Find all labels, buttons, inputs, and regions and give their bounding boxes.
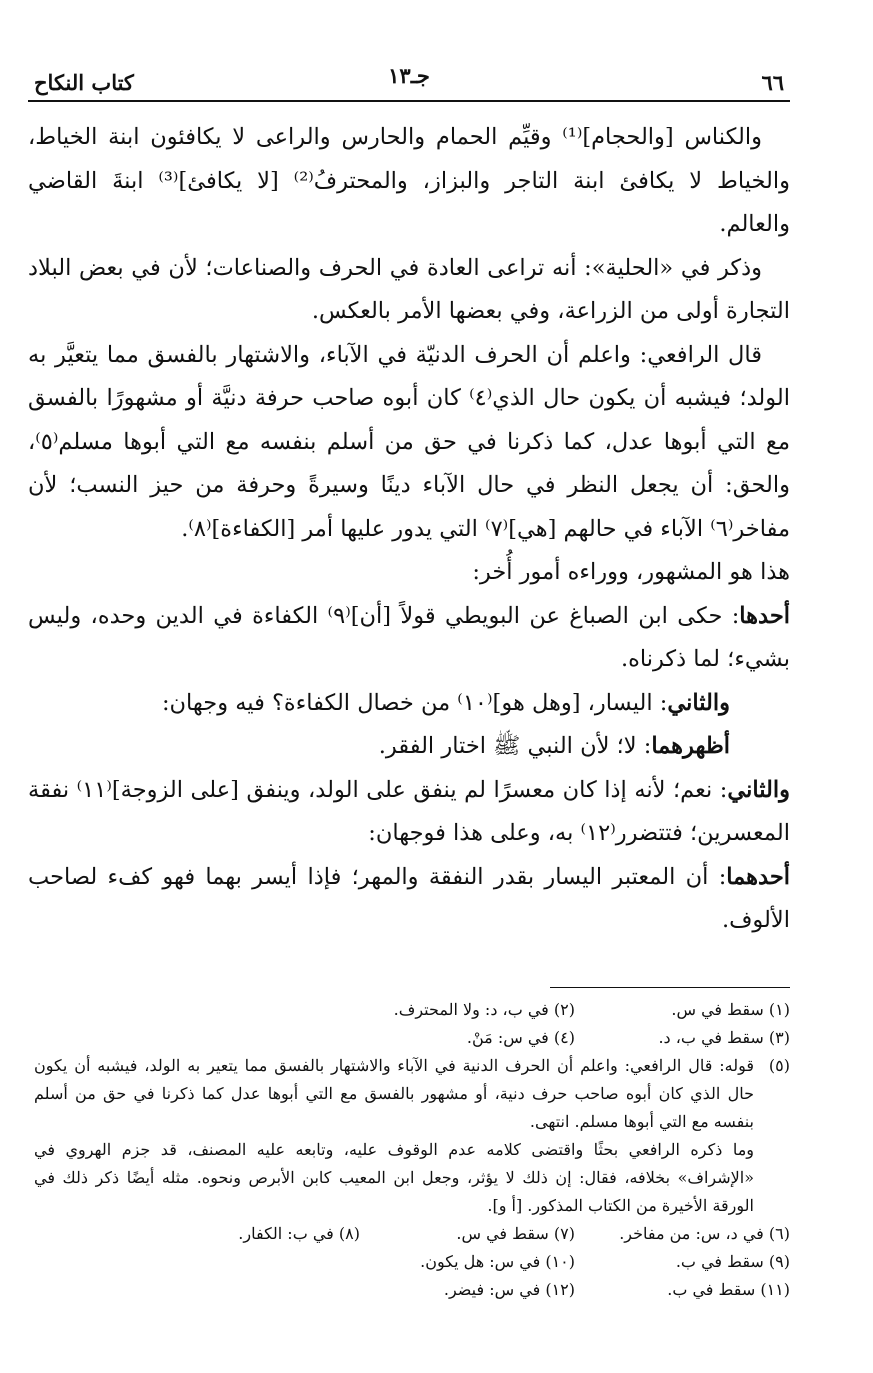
paragraph: والكناس [والحجام]⁽¹⁾ وقيِّم الحمام والحارس والراعى لا يكافئون ابنة الخياط، والخياط لا يكافئ ابنة التاجر والبزاز، والمحترفُ⁽²⁾ [لا يكافئ]⁽³⁾ ابنةَ القاضي والعالم. (28, 124, 790, 237)
page-header (28, 55, 790, 98)
footnote: (١٠) في س: هل يكون. (420, 1251, 575, 1271)
book-page (28, 55, 790, 1304)
header-divider (28, 100, 790, 102)
footnote-divider (550, 987, 790, 988)
footnote: (٢) في ب، د: ولا المحترف. (393, 999, 575, 1019)
footnote: (٧) سقط في س. (456, 1223, 575, 1243)
paragraph (28, 856, 790, 943)
main-text (28, 116, 790, 943)
footnote-text: قوله: قال الرافعي: واعلم أن الحرف الدنية في الآباء والاشتهار بالفسق مما يتعير به الولد، فيشبه أن يكون حال الذي كان أبوه صاحب حرف دنية، أو مشهور بالفسق مع التي أبوها عدل كما ذكرنا في حق من أسلم بنفسه مع التي أبوها مسلم. انتهى. (34, 1055, 754, 1131)
paragraph-text: : أن المعتبر اليسار بقدر النفقة والمهر؛ فإذا أيسر بهما فهو كفء لصاحب الألوف. (28, 863, 790, 933)
paragraph: هذا هو المشهور، ووراءه أمور أُخر: (472, 559, 790, 585)
volume-label: جـ١٣ (388, 63, 430, 88)
footnote-row (28, 1276, 790, 1304)
footnote: (٨) في ب: الكفار. (238, 1223, 360, 1243)
paragraph-text: : حكى ابن الصباغ عن البويطي قولاً [أن]⁽٩⁾ الكفاءة في الدين وحده، وليس بشيء؛ لما ذكرناه. (28, 602, 790, 672)
footnote: (٦) في د، س: من مفاخر. (619, 1223, 790, 1243)
footnote: (١٢) في س: فيضر. (443, 1279, 575, 1299)
footnote-row (28, 1024, 790, 1052)
footnote: (٤) في س: مَنْ. (466, 1027, 575, 1047)
paragraph-lead: والثاني (727, 776, 790, 803)
paragraph-lead: أظهرهما (651, 733, 730, 759)
paragraph (28, 595, 790, 682)
paragraph-lead: أحدهما (726, 863, 790, 890)
footnote: (١١) سقط في ب. (667, 1279, 790, 1299)
paragraph-text: : لا؛ لأن النبي ﷺ اختار الفقر. (378, 733, 652, 759)
paragraph-text: : نعم؛ لأنه إذا كان معسرًا لم ينفق على الولد، وينفق [على الزوجة]⁽١١⁾ نفقة المعسرين؛ فتتضرر⁽١٢⁾ به، وعلى هذا فوجهان: (28, 776, 790, 846)
footnote-number: (٥) (768, 1055, 790, 1075)
footnote: (٣) سقط في ب، د. (658, 1027, 790, 1047)
paragraph-lead: والثاني (667, 689, 730, 716)
chapter-title: كتاب النكاح (34, 70, 134, 95)
page-number: ٦٦ (761, 70, 784, 95)
paragraph-text: : اليسار، [وهل هو]⁽١٠⁾ من خصال الكفاءة؟ فيه وجهان: (161, 689, 668, 716)
footnotes (28, 996, 790, 1304)
footnote: (١) سقط في س. (671, 999, 790, 1019)
footnote-long (28, 1052, 790, 1136)
paragraph: وذكر في «الحلية»: أنه تراعى العادة في الحرف والصناعات؛ لأن في بعض البلاد التجارة أولى من الزراعة، وفي بعضها الأمر بالعكس. (28, 254, 790, 324)
paragraph (28, 725, 790, 769)
footnote: (٩) سقط في ب. (675, 1251, 790, 1271)
footnote-row (28, 996, 790, 1024)
footnote-continuation: وما ذكره الرافعي بحثًا واقتضى كلامه عدم الوقوف عليه، وتابعه عليه المصنف، قد جزم الهروي في «الإشراف» بخلافه، فقال: إن ذلك لا يؤثر، وجعل ابن المعيب كابن الأبرص ونحوه. مثله أيضًا ذكر ذلك في الورقة الأخيرة من الكتاب المذكور. [أ و]. (34, 1139, 755, 1215)
paragraph (28, 682, 790, 726)
paragraph (28, 769, 790, 856)
paragraph-lead: أحدها (739, 602, 790, 629)
footnote-row (28, 1248, 790, 1276)
paragraph: قال الرافعي: واعلم أن الحرف الدنيّة في الآباء، والاشتهار بالفسق مما يتعيَّر به الولد؛ فيشبه أن يكون حال الذي⁽٤⁾ كان أبوه صاحب حرفة دنيَّة أو مشهورًا بالفسق مع التي أبوها عدل، كما ذكرنا في حق من أسلم بنفسه مع التي أبوها مسلم⁽٥⁾، والحق: أن يجعل النظر في حال الآباء دينًا وسيرةً وحرفة من حيز النسب؛ لأن مفاخر⁽٦⁾ الآباء في حالهم [هي]⁽٧⁾ التي يدور عليها أمر [الكفاءة]⁽٨⁾. (28, 341, 790, 542)
footnote-row (28, 1220, 790, 1248)
